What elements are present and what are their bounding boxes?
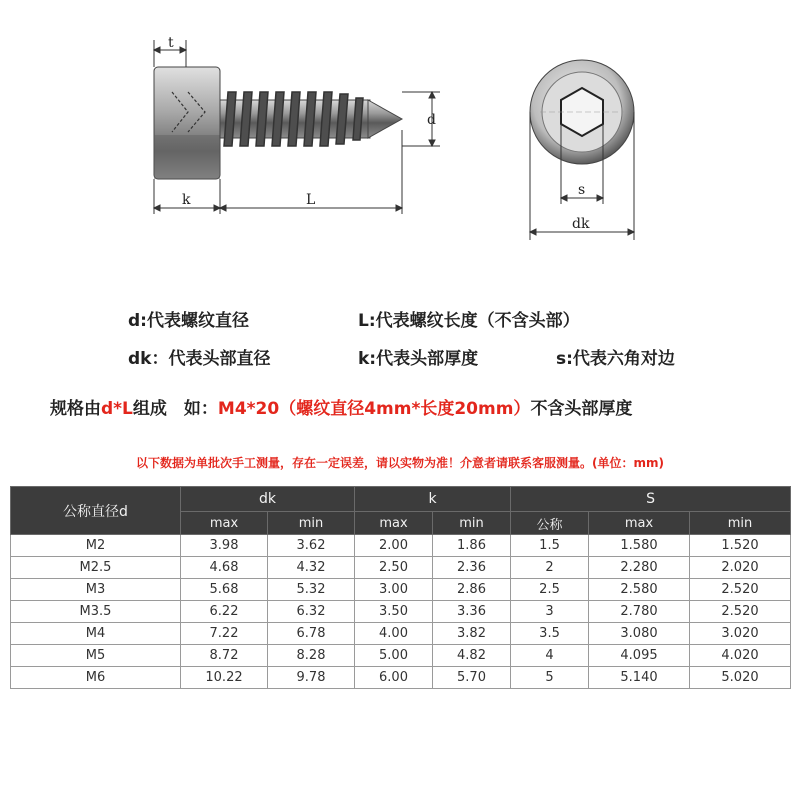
label-dk: dk [572,216,590,232]
screw-head-shade [154,135,220,179]
spec-prefix: 规格由 [50,399,101,419]
header-sub: max [589,512,690,535]
header-sub: max [181,512,268,535]
table-cell: 2.020 [690,557,791,579]
table-cell: 4.68 [181,557,268,579]
table-cell: 10.22 [181,667,268,689]
table-cell: 5.68 [181,579,268,601]
table-row [11,645,791,667]
table-cell: 9.78 [268,667,355,689]
table-cell: M5 [11,645,181,667]
label-d: d [427,112,436,128]
header-sub: max [355,512,433,535]
legend-k: k:代表头部厚度 [358,349,479,369]
table-cell: 3.00 [355,579,433,601]
header-group-dk: dk [181,487,355,512]
spec-suffix: 不含头部厚度 [530,399,633,419]
header-sub: min [268,512,355,535]
table-cell: 2.520 [690,579,791,601]
table-cell: 4.32 [268,557,355,579]
table-cell: 2.520 [690,601,791,623]
table-cell: 3.020 [690,623,791,645]
table-cell: M6 [11,667,181,689]
legend-L: L:代表螺纹长度（不含头部） [358,311,580,331]
table-cell: 3.82 [433,623,511,645]
screw-top-view [530,60,634,164]
header-sub: min [690,512,791,535]
table-cell: 3.080 [589,623,690,645]
table-cell: M2.5 [11,557,181,579]
table-cell: 6.22 [181,601,268,623]
label-L: L [306,192,316,208]
table-cell: 4.00 [355,623,433,645]
table-cell: 1.86 [433,535,511,557]
dimension-table [10,486,791,689]
table-cell: 2 [511,557,589,579]
header-group-k: k [355,487,511,512]
table-cell: 2.5 [511,579,589,601]
table-cell: 3.5 [511,623,589,645]
header-nominal-diameter: 公称直径d [11,487,181,535]
table-cell: 2.86 [433,579,511,601]
table-cell: 6.32 [268,601,355,623]
table-cell: 3.36 [433,601,511,623]
label-t: t [168,35,174,51]
table-cell: 5.32 [268,579,355,601]
table-row [11,557,791,579]
screw-tip [368,100,402,138]
table-cell: 2.50 [355,557,433,579]
table-cell: M3.5 [11,601,181,623]
table-cell: 3.98 [181,535,268,557]
table-cell: 4.82 [433,645,511,667]
legend-s: s:代表六角对边 [556,349,675,369]
table-cell: 2.280 [589,557,690,579]
label-s: s [578,182,586,198]
table-cell: 2.36 [433,557,511,579]
table-cell: 2.00 [355,535,433,557]
spec-mid: 组成 如： [132,399,218,419]
header-sub: 公称 [511,512,589,535]
table-cell: 4.095 [589,645,690,667]
spec-line [50,394,632,419]
table-cell: 3.50 [355,601,433,623]
table-cell: 1.5 [511,535,589,557]
table-row [11,667,791,689]
table-cell: 6.78 [268,623,355,645]
screw-threads [224,92,363,146]
screw-technical-drawing [0,0,800,260]
legend-dk: dk：代表头部直径 [128,349,271,369]
label-k: k [182,192,191,208]
table-cell: M2 [11,535,181,557]
table-cell: 5.70 [433,667,511,689]
table-cell: 4 [511,645,589,667]
legend-d: d:代表螺纹直径 [128,311,249,331]
table-cell: 3.62 [268,535,355,557]
table-cell: 4.020 [690,645,791,667]
table-cell: M4 [11,623,181,645]
spec-formula: d*L [101,399,133,419]
measurement-note: 以下数据为单批次手工测量，存在一定误差，请以实物为准！介意者请联系客服测量。(单位：mm) [136,456,664,470]
table-cell: 8.28 [268,645,355,667]
table-cell: 5.140 [589,667,690,689]
table-row [11,601,791,623]
table-cell: M3 [11,579,181,601]
table-row [11,579,791,601]
table-cell: 3 [511,601,589,623]
table-cell: 6.00 [355,667,433,689]
table-cell: 1.580 [589,535,690,557]
table-cell: 7.22 [181,623,268,645]
table-cell: 2.580 [589,579,690,601]
table-cell: 1.520 [690,535,791,557]
table-row [11,623,791,645]
table-cell: 5.020 [690,667,791,689]
table-cell: 2.780 [589,601,690,623]
table-row [11,535,791,557]
table-cell: 5 [511,667,589,689]
spec-example: M4*20（螺纹直径4mm*长度20mm） [217,399,531,419]
table-cell: 8.72 [181,645,268,667]
header-group-s: S [511,487,791,512]
table-cell: 5.00 [355,645,433,667]
screw-side-view [154,67,402,179]
header-sub: min [433,512,511,535]
